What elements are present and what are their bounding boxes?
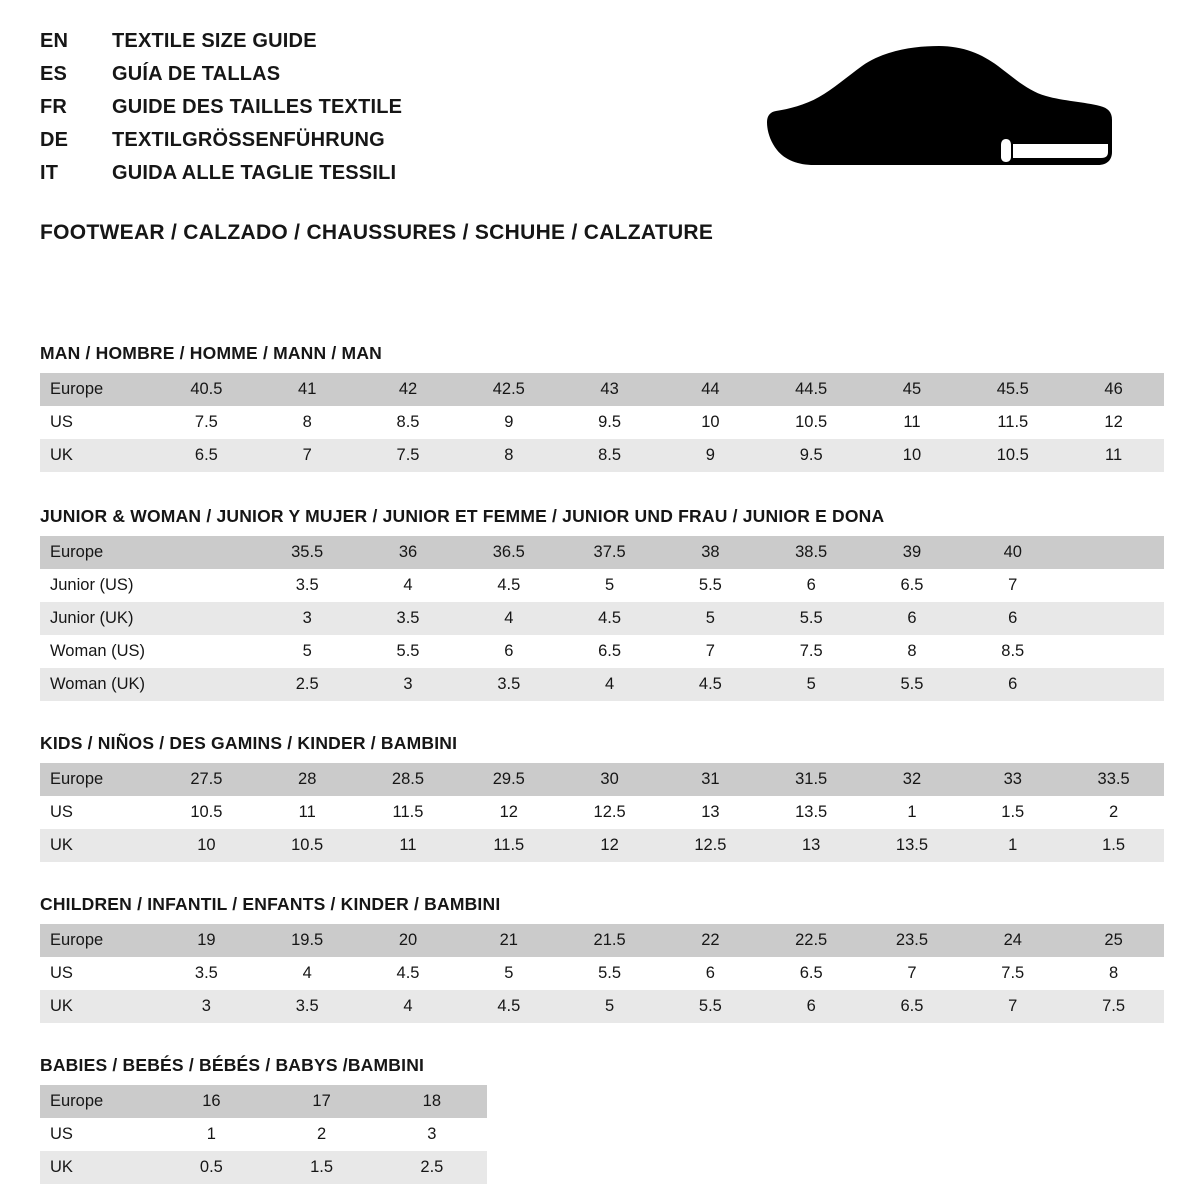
language-title: GUÍA DE TALLAS <box>112 63 281 85</box>
table-row <box>40 1151 487 1184</box>
cell: 5 <box>660 602 761 635</box>
row-label: UK <box>40 439 156 472</box>
cell: 6.5 <box>156 439 257 472</box>
cell: 9.5 <box>761 439 862 472</box>
language-code: EN <box>40 30 69 52</box>
cell: 1 <box>962 829 1063 862</box>
cell: 1 <box>156 1118 266 1151</box>
cell: 7.5 <box>358 439 459 472</box>
language-row <box>40 30 402 63</box>
cell: 11.5 <box>358 796 459 829</box>
cell: 4.5 <box>660 668 761 701</box>
cell: 3 <box>257 602 358 635</box>
cell: 7 <box>962 990 1063 1023</box>
cell <box>156 569 257 602</box>
cell: 6 <box>962 668 1063 701</box>
category-heading: FOOTWEAR / CALZADO / CHAUSSURES / SCHUHE / CALZATURE <box>40 221 714 244</box>
cell: 16 <box>156 1085 266 1118</box>
cell: 3 <box>358 668 459 701</box>
cell: 33.5 <box>1063 763 1164 796</box>
cell <box>1063 569 1164 602</box>
cell: 3.5 <box>458 668 559 701</box>
row-label: Europe <box>40 763 156 796</box>
cell: 8 <box>458 439 559 472</box>
cell: 6.5 <box>862 569 963 602</box>
size-table-children <box>40 924 1164 1023</box>
language-row <box>40 96 402 129</box>
row-label: US <box>40 1118 156 1151</box>
language-title-list <box>40 30 402 195</box>
page-header <box>40 30 1164 195</box>
cell: 33 <box>962 763 1063 796</box>
dress-shoe-icon <box>759 44 1119 174</box>
cell: 4 <box>257 957 358 990</box>
cell: 40.5 <box>156 373 257 406</box>
cell: 37.5 <box>559 536 660 569</box>
language-code: FR <box>40 96 68 118</box>
cell: 11 <box>1063 439 1164 472</box>
cell: 4 <box>358 990 459 1023</box>
cell <box>156 536 257 569</box>
cell: 8.5 <box>358 406 459 439</box>
cell: 24 <box>962 924 1063 957</box>
cell: 29.5 <box>458 763 559 796</box>
section-babies <box>40 1055 1164 1184</box>
cell: 0.5 <box>156 1151 266 1184</box>
table-row <box>40 763 1164 796</box>
section-title: MAN / HOMBRE / HOMME / MANN / MAN <box>40 343 382 363</box>
cell: 38.5 <box>761 536 862 569</box>
size-table-kids <box>40 763 1164 862</box>
cell: 12 <box>1063 406 1164 439</box>
cell: 28.5 <box>358 763 459 796</box>
language-row <box>40 63 402 96</box>
cell: 9.5 <box>559 406 660 439</box>
table-row <box>40 1118 487 1151</box>
cell: 22 <box>660 924 761 957</box>
cell: 11.5 <box>962 406 1063 439</box>
cell: 5.5 <box>660 569 761 602</box>
cell: 3.5 <box>358 602 459 635</box>
cell: 5.5 <box>559 957 660 990</box>
language-row <box>40 129 402 162</box>
cell: 7 <box>862 957 963 990</box>
row-label: Europe <box>40 924 156 957</box>
size-table-man <box>40 373 1164 472</box>
cell: 5.5 <box>660 990 761 1023</box>
cell: 38 <box>660 536 761 569</box>
cell: 43 <box>559 373 660 406</box>
table-row <box>40 635 1164 668</box>
row-label: US <box>40 406 156 439</box>
section-junior-woman <box>40 506 1164 701</box>
table-row <box>40 602 1164 635</box>
cell: 5 <box>559 569 660 602</box>
language-title: TEXTILGRÖSSENFÜHRUNG <box>112 129 385 151</box>
cell: 35.5 <box>257 536 358 569</box>
cell: 6 <box>962 602 1063 635</box>
cell: 25 <box>1063 924 1164 957</box>
cell: 13 <box>660 796 761 829</box>
table-row <box>40 668 1164 701</box>
cell: 2.5 <box>257 668 358 701</box>
cell: 45.5 <box>962 373 1063 406</box>
cell: 4.5 <box>559 602 660 635</box>
cell: 10.5 <box>156 796 257 829</box>
cell: 44.5 <box>761 373 862 406</box>
cell <box>1063 536 1164 569</box>
size-table-babies <box>40 1085 487 1184</box>
cell: 13.5 <box>862 829 963 862</box>
cell: 2.5 <box>377 1151 487 1184</box>
row-label: Junior (UK) <box>40 602 156 635</box>
cell <box>1063 602 1164 635</box>
table-row <box>40 439 1164 472</box>
cell: 7 <box>962 569 1063 602</box>
row-label: Woman (US) <box>40 635 156 668</box>
language-title: GUIDA ALLE TAGLIE TESSILI <box>112 162 397 184</box>
cell: 22.5 <box>761 924 862 957</box>
section-children <box>40 894 1164 1023</box>
cell: 4.5 <box>458 990 559 1023</box>
cell: 4 <box>358 569 459 602</box>
cell: 6.5 <box>862 990 963 1023</box>
cell: 31 <box>660 763 761 796</box>
cell: 7.5 <box>962 957 1063 990</box>
cell: 6 <box>761 990 862 1023</box>
cell: 28 <box>257 763 358 796</box>
cell: 1.5 <box>962 796 1063 829</box>
section-title: BABIES / BEBÉS / BÉBÉS / BABYS /BAMBINI <box>40 1055 425 1075</box>
cell: 8 <box>862 635 963 668</box>
cell: 7 <box>257 439 358 472</box>
language-title: GUIDE DES TAILLES TEXTILE <box>112 96 403 118</box>
cell: 7 <box>660 635 761 668</box>
cell: 4.5 <box>358 957 459 990</box>
table-row <box>40 990 1164 1023</box>
cell: 36 <box>358 536 459 569</box>
cell: 8.5 <box>962 635 1063 668</box>
cell: 42.5 <box>458 373 559 406</box>
cell: 12 <box>458 796 559 829</box>
cell: 36.5 <box>458 536 559 569</box>
cell: 32 <box>862 763 963 796</box>
cell: 9 <box>458 406 559 439</box>
cell: 1.5 <box>266 1151 376 1184</box>
cell: 3.5 <box>156 957 257 990</box>
cell: 10.5 <box>962 439 1063 472</box>
cell: 12.5 <box>559 796 660 829</box>
cell: 6.5 <box>559 635 660 668</box>
cell: 6 <box>862 602 963 635</box>
cell: 19.5 <box>257 924 358 957</box>
cell: 7.5 <box>761 635 862 668</box>
cell: 42 <box>358 373 459 406</box>
cell: 11 <box>862 406 963 439</box>
cell: 9 <box>660 439 761 472</box>
cell: 5 <box>559 990 660 1023</box>
section-title: JUNIOR & WOMAN / JUNIOR Y MUJER / JUNIOR ET FEMME / JUNIOR UND FRAU / JUNIOR E DONA <box>40 506 885 526</box>
cell <box>156 602 257 635</box>
cell: 1.5 <box>1063 829 1164 862</box>
language-title: TEXTILE SIZE GUIDE <box>112 30 317 52</box>
cell: 5 <box>257 635 358 668</box>
table-row <box>40 569 1164 602</box>
cell: 30 <box>559 763 660 796</box>
cell: 8 <box>1063 957 1164 990</box>
language-row <box>40 162 402 195</box>
cell: 23.5 <box>862 924 963 957</box>
cell: 11 <box>358 829 459 862</box>
cell: 2 <box>266 1118 376 1151</box>
size-table-junior-woman <box>40 536 1164 701</box>
table-row <box>40 796 1164 829</box>
cell: 46 <box>1063 373 1164 406</box>
cell: 19 <box>156 924 257 957</box>
cell: 7.5 <box>156 406 257 439</box>
section-title: CHILDREN / INFANTIL / ENFANTS / KINDER / BAMBINI <box>40 894 501 914</box>
row-label: US <box>40 796 156 829</box>
cell: 10 <box>862 439 963 472</box>
cell: 3 <box>156 990 257 1023</box>
cell: 41 <box>257 373 358 406</box>
cell: 10.5 <box>761 406 862 439</box>
row-label: Europe <box>40 1085 156 1118</box>
cell: 27.5 <box>156 763 257 796</box>
cell: 39 <box>862 536 963 569</box>
cell: 8 <box>257 406 358 439</box>
section-man <box>40 343 1164 472</box>
cell: 8.5 <box>559 439 660 472</box>
cell: 44 <box>660 373 761 406</box>
table-row <box>40 924 1164 957</box>
cell: 6 <box>458 635 559 668</box>
cell: 13 <box>761 829 862 862</box>
row-label: Europe <box>40 373 156 406</box>
table-row <box>40 536 1164 569</box>
cell: 5.5 <box>862 668 963 701</box>
cell: 6 <box>761 569 862 602</box>
cell: 21.5 <box>559 924 660 957</box>
cell: 11.5 <box>458 829 559 862</box>
cell: 5.5 <box>761 602 862 635</box>
row-label: Europe <box>40 536 156 569</box>
row-label: UK <box>40 990 156 1023</box>
cell: 45 <box>862 373 963 406</box>
cell <box>1063 635 1164 668</box>
cell: 6 <box>660 957 761 990</box>
cell: 5 <box>761 668 862 701</box>
cell: 5.5 <box>358 635 459 668</box>
cell: 10 <box>660 406 761 439</box>
section-title: KIDS / NIÑOS / DES GAMINS / KINDER / BAMBINI <box>40 733 458 753</box>
cell: 1 <box>862 796 963 829</box>
row-label: Junior (US) <box>40 569 156 602</box>
cell: 4 <box>458 602 559 635</box>
table-row <box>40 957 1164 990</box>
language-code: ES <box>40 63 68 85</box>
cell: 4.5 <box>458 569 559 602</box>
cell: 3 <box>377 1118 487 1151</box>
cell: 11 <box>257 796 358 829</box>
table-row <box>40 1085 487 1118</box>
cell: 18 <box>377 1085 487 1118</box>
cell: 20 <box>358 924 459 957</box>
cell <box>1063 668 1164 701</box>
cell: 4 <box>559 668 660 701</box>
cell: 3.5 <box>257 569 358 602</box>
row-label: UK <box>40 829 156 862</box>
cell <box>156 668 257 701</box>
cell: 7.5 <box>1063 990 1164 1023</box>
cell: 21 <box>458 924 559 957</box>
cell: 2 <box>1063 796 1164 829</box>
cell <box>156 635 257 668</box>
cell: 10.5 <box>257 829 358 862</box>
language-code: IT <box>40 162 59 184</box>
cell: 17 <box>266 1085 376 1118</box>
cell: 12.5 <box>660 829 761 862</box>
cell: 6.5 <box>761 957 862 990</box>
cell: 40 <box>962 536 1063 569</box>
table-row <box>40 829 1164 862</box>
cell: 10 <box>156 829 257 862</box>
language-code: DE <box>40 129 69 151</box>
cell: 13.5 <box>761 796 862 829</box>
table-row <box>40 373 1164 406</box>
row-label: US <box>40 957 156 990</box>
cell: 12 <box>559 829 660 862</box>
row-label: Woman (UK) <box>40 668 156 701</box>
section-kids <box>40 733 1164 862</box>
row-label: UK <box>40 1151 156 1184</box>
cell: 5 <box>458 957 559 990</box>
table-row <box>40 406 1164 439</box>
cell: 31.5 <box>761 763 862 796</box>
cell: 3.5 <box>257 990 358 1023</box>
